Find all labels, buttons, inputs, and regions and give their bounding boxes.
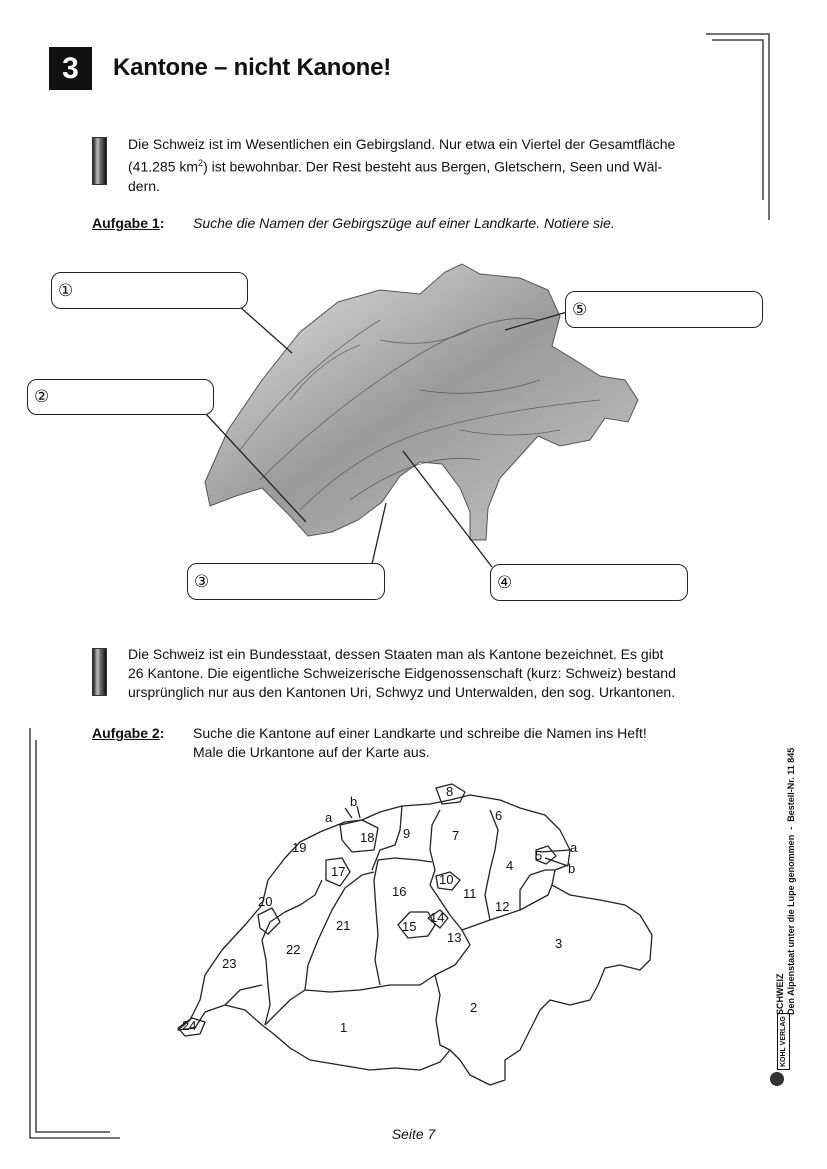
canton-number-16: 16	[392, 884, 407, 899]
intro-2-line-2: 26 Kantone. Die eigentliche Schweizerische Eidgenossenschaft (kurz: Schweiz) bestand	[128, 665, 676, 681]
task-2: Aufgabe 2: Suche die Kantone auf einer Landkarte und schreibe die Namen ins Heft! Male die Urkantone auf der Karte aus.	[92, 725, 647, 760]
intro-2-line-3: ursprünglich nur aus den Kantonen Uri, Schwyz und Unterwalden, den sog. Urkantonen.	[128, 684, 676, 700]
page-title: Kantone – nicht Kanone!	[113, 54, 392, 81]
canton-number-3: 3	[555, 936, 563, 951]
canton-sublabel-b: b	[568, 861, 576, 876]
canton-number-8: 8	[446, 784, 454, 799]
intro-2-line-1: Die Schweiz ist ein Bundesstaat, dessen Staaten man als Kantone bezeichnet. Es gibt	[128, 646, 664, 662]
canton-number-4: 4	[506, 858, 514, 873]
canton-number-10: 10	[439, 872, 454, 887]
canton-number-24: 24	[182, 1018, 197, 1033]
relief-label-box-2[interactable]: ②	[27, 379, 214, 415]
canton-number-12: 12	[495, 899, 510, 914]
sidebar-order-line: Den Alpenstaat unter die Lupe genommen - Bestell-Nr. 11 845	[786, 747, 796, 1015]
task-2-line-1: Suche die Kantone auf einer Landkarte und schreibe die Namen ins Heft!	[193, 725, 647, 741]
task-2-label: Aufgabe 2	[92, 725, 160, 741]
canton-number-18: 18	[360, 830, 375, 845]
intro-1-line-3: dern.	[128, 177, 160, 194]
canton-number-1: 1	[340, 1020, 348, 1035]
publisher-logo: KOHL VERLAG	[770, 1028, 790, 1090]
task-1-text: Suche die Namen der Gebirgszüge auf einer Landkarte. Notiere sie.	[193, 215, 615, 231]
canton-number-9: 9	[403, 826, 411, 841]
canton-number-17: 17	[331, 864, 346, 879]
canton-number-21: 21	[336, 918, 351, 933]
canton-number-19: 19	[292, 840, 307, 855]
chapter-number: 3	[49, 47, 92, 90]
canton-sublabel-b: b	[350, 794, 358, 809]
relief-label-box-3[interactable]: ③	[187, 563, 385, 600]
canton-number-13: 13	[447, 930, 462, 945]
canton-number-11: 11	[463, 886, 477, 901]
page-number: Seite 7	[391, 1126, 436, 1142]
canton-number-14: 14	[430, 910, 445, 925]
canton-number-7: 7	[452, 828, 460, 843]
canton-number-23: 23	[222, 956, 237, 971]
canton-number-20: 20	[258, 894, 273, 909]
task-2-line-2: Male die Urkantone auf der Karte aus.	[193, 744, 430, 760]
canton-number-6: 6	[495, 808, 503, 823]
sidebar-series: SCHWEIZ	[775, 973, 785, 1015]
canton-number-22: 22	[286, 942, 301, 957]
task-1: Aufgabe 1: Suche die Namen der Gebirgszüge auf einer Landkarte. Notiere sie.	[92, 215, 615, 231]
intro-1-line-1: Die Schweiz ist im Wesentlichen ein Gebirgsland. Nur etwa ein Viertel der Gesamtfläche	[128, 136, 676, 152]
canton-number-2: 2	[470, 1000, 478, 1015]
canton-sublabel-a: a	[325, 810, 333, 825]
tree-icon	[770, 1072, 784, 1086]
relief-label-box-1[interactable]: ①	[51, 272, 248, 309]
relief-label-box-4[interactable]: ④	[490, 564, 688, 601]
intro-1-line-2: (41.285 $km^2$) ist bewohnbar. Der Rest besteht aus Bergen, Gletschern, Seen und Wäl-	[128, 158, 663, 175]
canton-sublabel-a: a	[570, 840, 578, 855]
relief-label-box-5[interactable]: ⑤	[565, 291, 763, 328]
canton-number-5: 5	[535, 848, 543, 863]
task-1-label: Aufgabe 1	[92, 215, 160, 231]
canton-number-15: 15	[402, 919, 417, 934]
